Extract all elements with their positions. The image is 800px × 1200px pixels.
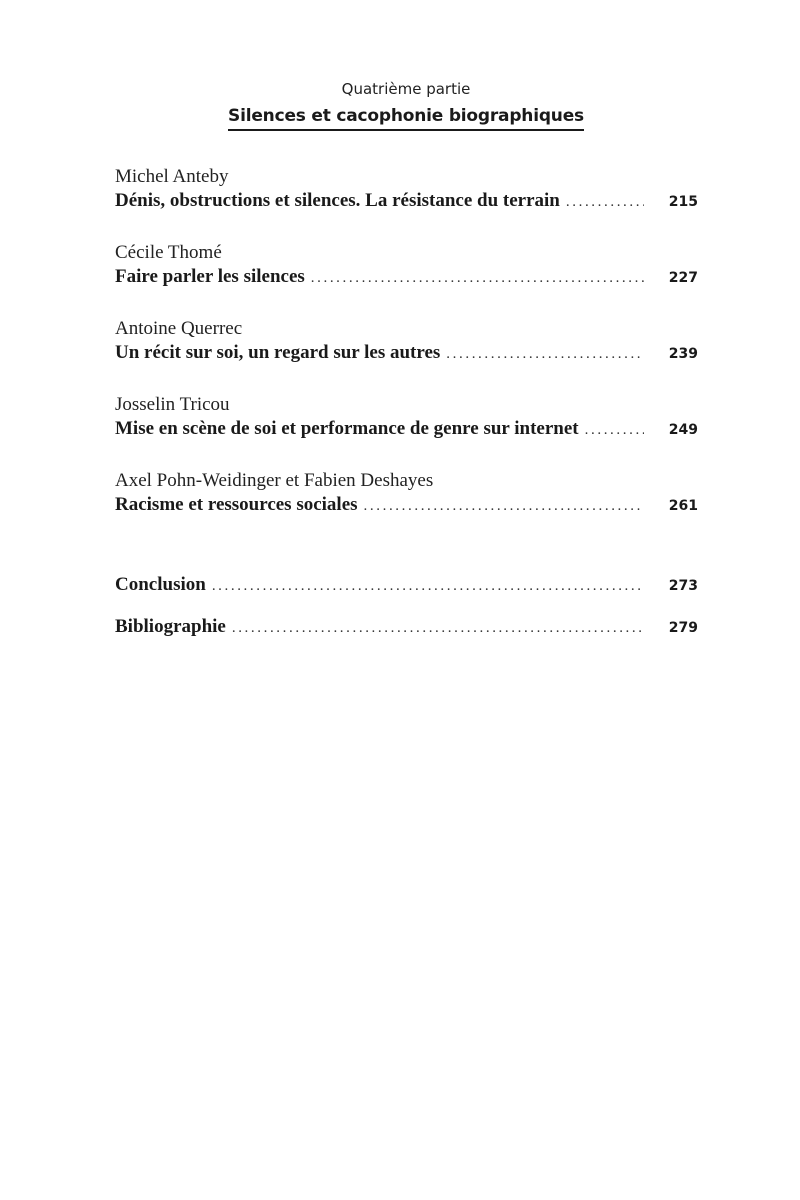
entry-author: Josselin Tricou — [115, 394, 230, 415]
entry-page-number: 215 — [668, 194, 698, 210]
toc-entry — [115, 240, 698, 294]
toc-back-matter-entry — [115, 574, 698, 602]
entry-page-number: 261 — [668, 498, 698, 514]
entry-page-number: 239 — [668, 346, 698, 362]
entry-page-number: 227 — [668, 270, 698, 286]
entry-author: Michel Anteby — [115, 166, 229, 187]
entry-title: Racisme et ressources sociales — [115, 494, 358, 515]
entry-row[interactable] — [115, 266, 698, 294]
part-header — [0, 78, 800, 131]
dot-leader — [566, 194, 644, 211]
toc-entry — [115, 316, 698, 370]
entry-author: Cécile Thomé — [115, 242, 222, 263]
entry-author: Axel Pohn-Weidinger et Fabien Deshayes — [115, 470, 434, 491]
entry-title: Mise en scène de soi et performance de genre sur internet — [115, 418, 579, 439]
entry-page-number: 273 — [668, 578, 698, 594]
dot-leader — [311, 270, 644, 287]
part-title: Silences et cacophonie biographiques — [228, 104, 584, 131]
entry-row[interactable] — [115, 574, 698, 602]
toc-entry — [115, 164, 698, 218]
dot-leader — [585, 422, 644, 439]
toc-entry — [115, 468, 698, 522]
dot-leader — [364, 498, 644, 515]
entry-row[interactable] — [115, 616, 698, 644]
entry-page-number: 249 — [668, 422, 698, 438]
table-of-contents — [115, 164, 698, 658]
toc-entry — [115, 392, 698, 446]
entry-title: Faire parler les silences — [115, 266, 305, 287]
section-spacer — [115, 544, 698, 574]
entry-page-number: 279 — [668, 620, 698, 636]
dot-leader — [232, 620, 644, 637]
entry-title: Dénis, obstructions et silences. La résistance du terrain — [115, 190, 560, 211]
dot-leader — [446, 346, 644, 363]
dot-leader — [212, 578, 644, 595]
entry-row[interactable] — [115, 190, 698, 218]
entry-title: Un récit sur soi, un regard sur les autres — [115, 342, 441, 363]
entry-title: Bibliographie — [115, 616, 226, 637]
entry-author: Antoine Querrec — [115, 318, 243, 339]
toc-back-matter-entry — [115, 616, 698, 644]
part-label: Quatrième partie — [341, 80, 471, 98]
entry-title: Conclusion — [115, 574, 206, 595]
entry-row[interactable] — [115, 494, 698, 522]
entry-row[interactable] — [115, 418, 698, 446]
entry-row[interactable] — [115, 342, 698, 370]
